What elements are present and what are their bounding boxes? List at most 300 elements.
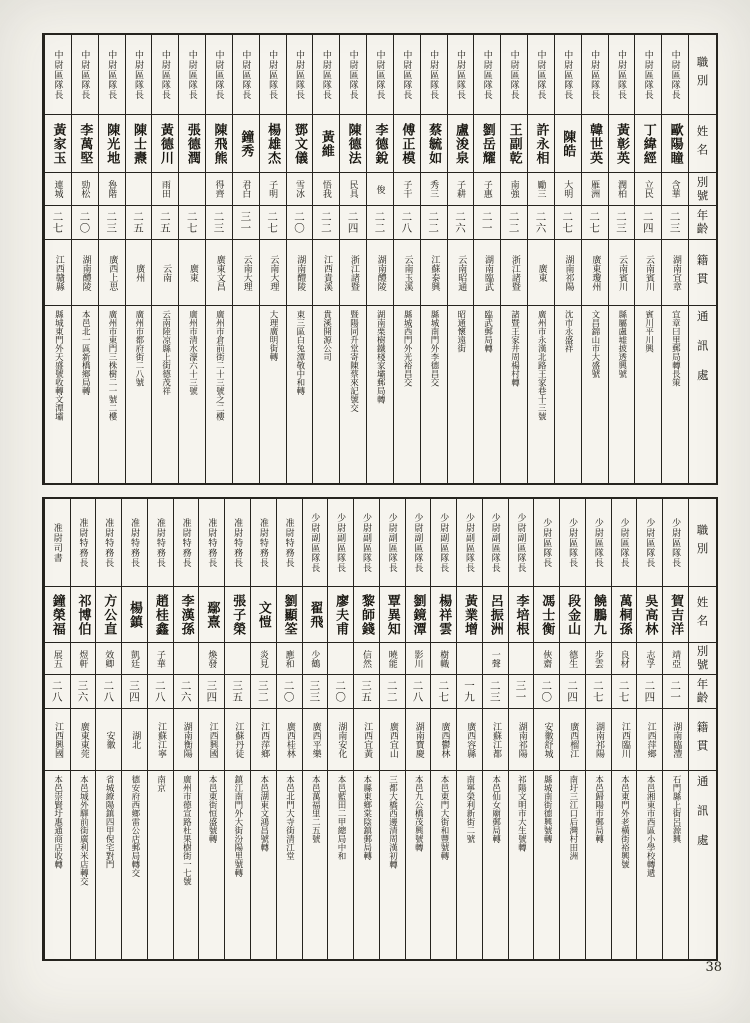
native-place-cell: 廣西鬱林 — [431, 709, 456, 771]
age-cell: 三二 — [251, 675, 276, 709]
name-cell: 李萬堅 — [72, 115, 98, 173]
courtesy-name-cell: 少鶴 — [303, 643, 328, 675]
address-cell: 祁陽文明市大生號轉 — [516, 775, 527, 852]
age-cell: 三三 — [303, 675, 328, 709]
officer-entry-column — [286, 35, 313, 483]
rank-cell: 准尉特務長 — [199, 499, 224, 587]
rank-cell: 少尉副區隊長 — [509, 499, 534, 587]
native-place-cell: 湖北 — [122, 709, 147, 771]
native-place-cell: 江蘇江寧 — [148, 709, 173, 771]
native-place-cell: 湖南醴陵 — [367, 240, 393, 306]
address-cell: 本邑崇賢圩惠通商店收轉 — [52, 775, 63, 869]
courtesy-name-cell: 應和 — [277, 643, 302, 675]
officer-entry-column — [205, 35, 232, 483]
courtesy-name-cell — [509, 643, 534, 675]
age-cell: 三五 — [354, 675, 379, 709]
rank-cell: 中尉區隊長 — [179, 35, 205, 115]
header-native-label: 籍貫 — [689, 240, 716, 306]
name-cell: 黃彰英 — [609, 115, 635, 173]
officer-entry-column — [473, 35, 500, 483]
rank-cell: 少尉區隊長 — [560, 499, 585, 587]
name-cell: 陳皓 — [555, 115, 581, 173]
native-place-cell: 廣州 — [126, 240, 152, 306]
officer-entry-column — [559, 499, 585, 959]
officer-entry-column — [611, 499, 637, 959]
officer-entry-column — [224, 499, 250, 959]
address-cell: 文昌錦山市大盛號 — [589, 310, 600, 378]
name-cell: 楊雄杰 — [260, 115, 286, 173]
native-place-cell: 云南大理 — [260, 240, 286, 306]
rank-cell: 中尉區隊長 — [72, 35, 98, 115]
address-cell: 廣州市都府街二八號 — [133, 310, 144, 387]
address-cell: 縣城西門外光裕昌交 — [402, 310, 413, 387]
age-cell: 二七 — [555, 206, 581, 240]
age-cell: 三一 — [509, 675, 534, 709]
name-cell: 李德銳 — [367, 115, 393, 173]
address-cell: 本邑北一區新橋鄉局轉 — [80, 310, 91, 395]
officer-entry-column — [379, 499, 405, 959]
officer-entry-column — [259, 35, 286, 483]
name-cell: 王副乾 — [501, 115, 527, 173]
officer-entry-column — [366, 35, 393, 483]
officer-entry-column — [353, 499, 379, 959]
officer-entry-column — [178, 35, 205, 483]
header-address-label: 通訊處 — [695, 775, 710, 864]
address-cell: 省城繚陽鎮四甲倪宅對門 — [104, 775, 115, 869]
name-cell: 歐陽瞳 — [662, 115, 688, 173]
address-cell: 本縣東鄉棠陰鎮郵局轉 — [361, 775, 372, 860]
address-cell: 鎮江南門外大街汾陽里號轉 — [232, 775, 243, 877]
officer-entry-column — [121, 499, 147, 959]
officer-entry-column — [482, 499, 508, 959]
name-cell: 黎師錢 — [354, 587, 379, 643]
age-cell: 二七 — [612, 675, 637, 709]
courtesy-name-cell: 煥發 — [199, 643, 224, 675]
native-place-cell: 廣東東莞 — [71, 709, 96, 771]
age-cell: 二四 — [340, 206, 366, 240]
name-cell: 文愷 — [251, 587, 276, 643]
age-cell: 二二 — [421, 206, 447, 240]
age-cell: 二八 — [406, 675, 431, 709]
address-cell: 南京 — [155, 775, 166, 792]
age-cell: 二七 — [260, 206, 286, 240]
officer-entry-column — [527, 35, 554, 483]
age-cell: 一九 — [457, 675, 482, 709]
name-cell: 覃異知 — [380, 587, 405, 643]
address-cell: 本邑湖東文鴻昌號轉 — [258, 775, 269, 852]
age-cell: 二七 — [45, 206, 71, 240]
rank-cell: 中尉區隊長 — [152, 35, 178, 115]
native-place-cell: 浙江諸暨 — [501, 240, 527, 306]
header-native-label: 籍貫 — [689, 709, 716, 771]
native-place-cell: 浙江諸暨 — [340, 240, 366, 306]
courtesy-name-cell: 勁松 — [72, 173, 98, 206]
native-place-cell: 江西貴溪 — [313, 240, 339, 306]
rank-cell: 中尉區隊長 — [260, 35, 286, 115]
courtesy-name-cell — [328, 643, 353, 675]
name-cell: 韓世英 — [582, 115, 608, 173]
officer-entry-column — [232, 35, 259, 483]
name-cell: 劉顯筌 — [277, 587, 302, 643]
name-cell: 李培根 — [509, 587, 534, 643]
courtesy-name-cell: 君白 — [233, 173, 259, 206]
rank-cell: 中尉區隊長 — [635, 35, 661, 115]
courtesy-name-cell — [174, 643, 199, 675]
entry-columns-lower — [44, 499, 688, 959]
header-address-label: 通訊處 — [695, 310, 710, 399]
courtesy-name-cell: 一聲 — [483, 643, 508, 675]
officer-entry-column — [312, 35, 339, 483]
courtesy-name-cell: 雨田 — [152, 173, 178, 206]
rank-cell: 少尉副區隊長 — [303, 499, 328, 587]
address-cell: 本邑歸陽市郵局轉 — [593, 775, 604, 843]
rank-cell: 少尉副區隊長 — [431, 499, 456, 587]
rank-cell: 准尉特務長 — [251, 499, 276, 587]
officer-entry-column — [420, 35, 447, 483]
address-cell: 縣城南街德興號轉 — [542, 775, 553, 843]
address-cell: 廣州市德宣路杜果樹街一七號 — [181, 775, 192, 886]
courtesy-name-cell: 潤柏 — [609, 173, 635, 206]
courtesy-name-cell: 影川 — [406, 643, 431, 675]
native-place-cell: 廣西宜山 — [380, 709, 405, 771]
header-name-label: 姓名 — [689, 115, 716, 173]
address-cell: 本邑仙女廟郵局轉 — [490, 775, 501, 843]
native-place-cell: 云南玉溪 — [394, 240, 420, 306]
officer-entry-column — [661, 35, 688, 483]
courtesy-name-cell: 雁洲 — [582, 173, 608, 206]
courtesy-name-cell — [126, 173, 152, 206]
native-place-cell: 江西宜黃 — [354, 709, 379, 771]
rank-cell: 中尉區隊長 — [662, 35, 688, 115]
header-age-label: 年齡 — [689, 206, 716, 240]
age-cell: 二七 — [431, 675, 456, 709]
age-cell: 三四 — [122, 675, 147, 709]
native-place-cell: 江蘇江都 — [483, 709, 508, 771]
native-place-cell: 湖南祁陽 — [586, 709, 611, 771]
address-cell: 本邑湘東市西區小學校轉遞 — [645, 775, 656, 877]
native-place-cell: 廣西榴江 — [560, 709, 585, 771]
rank-cell: 少尉副區隊長 — [457, 499, 482, 587]
name-cell: 饒鵬九 — [586, 587, 611, 643]
courtesy-name-cell: 得齊 — [206, 173, 232, 206]
courtesy-name-cell: 子耕 — [448, 173, 474, 206]
native-place-cell: 廣東 — [179, 240, 205, 306]
age-cell: 二〇 — [72, 206, 98, 240]
rank-cell: 中尉區隊長 — [206, 35, 232, 115]
officer-entry-column — [581, 35, 608, 483]
name-cell: 楊鎮 — [122, 587, 147, 643]
officer-entry-column — [71, 35, 98, 483]
name-cell: 張德潤 — [179, 115, 205, 173]
header-alias-label: 別號 — [689, 643, 716, 675]
name-cell: 鐘榮福 — [45, 587, 70, 643]
address-cell: 縣城南門外李德昌交 — [428, 310, 439, 387]
age-cell: 二四 — [637, 675, 662, 709]
officer-entry-column — [500, 35, 527, 483]
address-cell: 廣州市清水濠六十三號 — [187, 310, 198, 395]
rank-cell: 少尉副區隊長 — [328, 499, 353, 587]
header-rank-label: 職別 — [689, 499, 716, 587]
address-cell: 三都大橋西邊清周漢初轉 — [387, 775, 398, 869]
rank-cell: 少尉區隊長 — [663, 499, 688, 587]
name-cell: 陳德法 — [340, 115, 366, 173]
age-cell: 二七 — [586, 675, 611, 709]
address-cell: 賓川平川興 — [643, 310, 654, 353]
courtesy-name-cell: 樹幟 — [431, 643, 456, 675]
native-place-cell: 湖南臨澧 — [663, 709, 688, 771]
address-cell: 大理廣明街轉 — [267, 310, 278, 361]
address-cell: 臨武郵局轉 — [482, 310, 493, 353]
address-cell: 本邑東街恒盛號轉 — [207, 775, 218, 843]
courtesy-name-cell: 效卿 — [96, 643, 121, 675]
native-place-cell: 湖南祁陽 — [509, 709, 534, 771]
officer-entry-column — [173, 499, 199, 959]
rank-cell: 少尉區隊長 — [637, 499, 662, 587]
address-cell: 廣州市東門三株樹二一號二樓 — [107, 310, 118, 421]
age-cell: 二七 — [582, 206, 608, 240]
age-cell: 二四 — [560, 675, 585, 709]
native-place-cell: 湖南祁陽 — [555, 240, 581, 306]
age-cell: 三一 — [233, 206, 259, 240]
officer-entry-column — [554, 35, 581, 483]
address-cell: 縣屬盧墟披透興號 — [616, 310, 627, 378]
age-cell: 二五 — [126, 206, 152, 240]
rank-cell: 中尉區隊長 — [45, 35, 71, 115]
header-age-label: 年齡 — [689, 675, 716, 709]
native-place-cell: 江西萍鄉 — [637, 709, 662, 771]
age-cell: 二〇 — [277, 675, 302, 709]
age-cell: 二三 — [99, 206, 125, 240]
rank-cell: 中尉區隊長 — [555, 35, 581, 115]
address-cell: 廣州市倉前街二十三號之二樓 — [214, 310, 225, 421]
name-cell: 段金山 — [560, 587, 585, 643]
name-cell: 萬桐孫 — [612, 587, 637, 643]
officer-entry-column — [585, 499, 611, 959]
rank-cell: 准尉特務長 — [225, 499, 250, 587]
name-cell: 傅正模 — [394, 115, 420, 173]
courtesy-name-cell: 俊 — [367, 173, 393, 206]
rank-cell: 中尉區隊長 — [582, 35, 608, 115]
address-cell: 本邑城外驛前街廣利米店轉交 — [78, 775, 89, 886]
age-cell: 二六 — [448, 206, 474, 240]
courtesy-name-cell: 秀三 — [421, 173, 447, 206]
name-cell: 鐘秀 — [233, 115, 259, 173]
native-place-cell: 廣西桂林 — [277, 709, 302, 771]
native-place-cell: 江蘇泰興 — [421, 240, 447, 306]
name-cell: 張子榮 — [225, 587, 250, 643]
courtesy-name-cell — [179, 173, 205, 206]
officer-entry-column — [151, 35, 178, 483]
name-cell: 吳高林 — [637, 587, 662, 643]
name-cell: 黃維 — [313, 115, 339, 173]
rank-cell: 少尉區隊長 — [586, 499, 611, 587]
name-cell: 黃德川 — [152, 115, 178, 173]
age-cell: 二〇 — [328, 675, 353, 709]
rank-cell: 准尉特務長 — [96, 499, 121, 587]
address-cell: 暨陽同升堂寄陳蔡來記號交 — [348, 310, 359, 412]
rank-cell: 少尉區隊長 — [534, 499, 559, 587]
officer-entry-column — [393, 35, 420, 483]
rank-cell: 中尉區隊長 — [99, 35, 125, 115]
courtesy-name-cell: 步雲 — [586, 643, 611, 675]
native-place-cell: 廣西上思 — [99, 240, 125, 306]
courtesy-name-cell: 炎見 — [251, 643, 276, 675]
courtesy-name-cell: 悟我 — [313, 173, 339, 206]
rank-cell: 准尉司書 — [45, 499, 70, 587]
age-cell: 二一 — [663, 675, 688, 709]
courtesy-name-cell: 含華 — [662, 173, 688, 206]
rank-cell: 中尉區隊長 — [126, 35, 152, 115]
name-cell: 黃家玉 — [45, 115, 71, 173]
address-cell: 德安府西鄉雷公店郵局轉交 — [129, 775, 140, 877]
rank-cell: 中尉區隊長 — [474, 35, 500, 115]
header-column-upper — [688, 35, 716, 483]
officer-entry-column — [147, 499, 173, 959]
courtesy-name-cell: 大明 — [555, 173, 581, 206]
name-cell: 趙桂鑫 — [148, 587, 173, 643]
address-cell: 湖南栗樹鐵棧家壩郵局轉 — [375, 310, 386, 404]
rank-cell: 准尉特務長 — [174, 499, 199, 587]
native-place-cell: 廣東文昌 — [206, 240, 232, 306]
address-cell: 南寧榮利新街二號 — [464, 775, 475, 843]
native-place-cell: 廣東 — [528, 240, 554, 306]
address-cell: 本邑東門外老橫街裕興號 — [619, 775, 630, 869]
rank-cell: 中尉區隊長 — [448, 35, 474, 115]
name-cell: 蔡毓如 — [421, 115, 447, 173]
native-place-cell: 江西贛縣 — [45, 240, 71, 306]
age-cell: 二三 — [609, 206, 635, 240]
courtesy-name-cell: 子華 — [148, 643, 173, 675]
address-cell: 東三區白兔潭敬中和轉 — [294, 310, 305, 395]
age-cell: 二二 — [367, 206, 393, 240]
native-place-cell: 云南賓川 — [609, 240, 635, 306]
native-place-cell: 湖南安化 — [328, 709, 353, 771]
name-cell: 黃業增 — [457, 587, 482, 643]
rank-cell: 少尉區隊長 — [612, 499, 637, 587]
rank-cell: 中尉區隊長 — [394, 35, 420, 115]
native-place-cell: 江西興國 — [199, 709, 224, 771]
native-place-cell: 安徽舒城 — [534, 709, 559, 771]
native-place-cell: 湖南寶慶 — [406, 709, 431, 771]
address-cell: 貴溪開源公司 — [321, 310, 332, 361]
age-cell: 二七 — [179, 206, 205, 240]
rank-cell: 中尉區隊長 — [340, 35, 366, 115]
courtesy-name-cell: 志孚 — [637, 643, 662, 675]
address-cell: 本邑北門大寺街清江堂 — [284, 775, 295, 860]
native-place-cell: 廣西平樂 — [303, 709, 328, 771]
address-cell: 石門縣上街呂源興 — [670, 775, 681, 843]
page-number: 38 — [705, 960, 722, 975]
officer-entry-column — [405, 499, 431, 959]
address-cell: 南圩三江口后灣村田洲 — [567, 775, 578, 860]
officer-entry-column — [636, 499, 662, 959]
native-place-cell: 云南賓川 — [635, 240, 661, 306]
native-place-cell: 廣東瓊州 — [582, 240, 608, 306]
name-cell: 賀吉洋 — [663, 587, 688, 643]
name-cell: 劉鏡潭 — [406, 587, 431, 643]
rank-cell: 准尉特務長 — [277, 499, 302, 587]
name-cell: 鄧文儀 — [287, 115, 313, 173]
entry-columns-upper — [44, 35, 688, 483]
address-cell: 本邑東門大街和豐號轉 — [439, 775, 450, 860]
courtesy-name-cell: 信然 — [354, 643, 379, 675]
officer-entry-column — [327, 499, 353, 959]
age-cell: 二〇 — [534, 675, 559, 709]
officer-entry-column — [125, 35, 152, 483]
officer-entry-column — [276, 499, 302, 959]
courtesy-name-cell: 魯階 — [99, 173, 125, 206]
header-rank-label: 職別 — [689, 35, 716, 115]
rank-cell: 中尉區隊長 — [528, 35, 554, 115]
officer-entry-column — [608, 35, 635, 483]
officer-entry-column — [302, 499, 328, 959]
native-place-cell: 云南 — [152, 240, 178, 306]
officer-entry-column — [44, 35, 71, 483]
native-place-cell: 湖南醴陵 — [287, 240, 313, 306]
courtesy-name-cell: 展五 — [45, 643, 70, 675]
address-cell — [233, 306, 259, 483]
name-cell: 丁緯經 — [635, 115, 661, 173]
rank-cell: 中尉區隊長 — [313, 35, 339, 115]
courtesy-name-cell: 子干 — [394, 173, 420, 206]
courtesy-name-cell: 子明 — [260, 173, 286, 206]
age-cell: 二三 — [662, 206, 688, 240]
age-cell: 二八 — [148, 675, 173, 709]
native-place-cell: 湖南醴陵 — [72, 240, 98, 306]
name-cell: 鄢熹 — [199, 587, 224, 643]
name-cell: 許永相 — [528, 115, 554, 173]
header-alias-label: 別號 — [689, 173, 716, 206]
courtesy-name-cell: 凱廷 — [122, 643, 147, 675]
name-cell: 翟飛 — [303, 587, 328, 643]
rank-cell: 少尉副區隊長 — [483, 499, 508, 587]
rank-cell: 中尉區隊長 — [609, 35, 635, 115]
native-place-cell: 江西萍鄉 — [251, 709, 276, 771]
age-cell: 三四 — [199, 675, 224, 709]
courtesy-name-cell: 勵三 — [528, 173, 554, 206]
native-place-cell: 湖南衡陽 — [174, 709, 199, 771]
name-cell: 陳士燾 — [126, 115, 152, 173]
officer-entry-column — [634, 35, 661, 483]
native-place-cell: 江西臨川 — [612, 709, 637, 771]
native-place-cell: 云南昭通 — [448, 240, 474, 306]
name-cell: 馮士衡 — [534, 587, 559, 643]
age-cell: 三六 — [71, 675, 96, 709]
rank-cell: 准尉特務長 — [71, 499, 96, 587]
address-cell: 云南陸凉縣上街德茂祥 — [160, 310, 171, 395]
courtesy-name-cell: 煜軒 — [71, 643, 96, 675]
native-place-cell: 湖南宜章 — [662, 240, 688, 306]
officer-entry-column — [250, 499, 276, 959]
rank-cell: 中尉區隊長 — [421, 35, 447, 115]
name-cell: 盧浚泉 — [448, 115, 474, 173]
age-cell: 二四 — [635, 206, 661, 240]
rank-cell: 少尉副區隊長 — [380, 499, 405, 587]
courtesy-name-cell: 子惠 — [474, 173, 500, 206]
native-place-cell: 安徽 — [96, 709, 121, 771]
rank-cell: 准尉特務長 — [148, 499, 173, 587]
name-cell: 廖夫甫 — [328, 587, 353, 643]
courtesy-name-cell — [225, 643, 250, 675]
age-cell: 二一 — [474, 206, 500, 240]
courtesy-name-cell — [457, 643, 482, 675]
name-cell: 劉岳耀 — [474, 115, 500, 173]
name-cell: 楊祥雲 — [431, 587, 456, 643]
courtesy-name-cell: 南強 — [501, 173, 527, 206]
officer-entry-column — [533, 499, 559, 959]
age-cell: 二三 — [483, 675, 508, 709]
officer-entry-column — [339, 35, 366, 483]
